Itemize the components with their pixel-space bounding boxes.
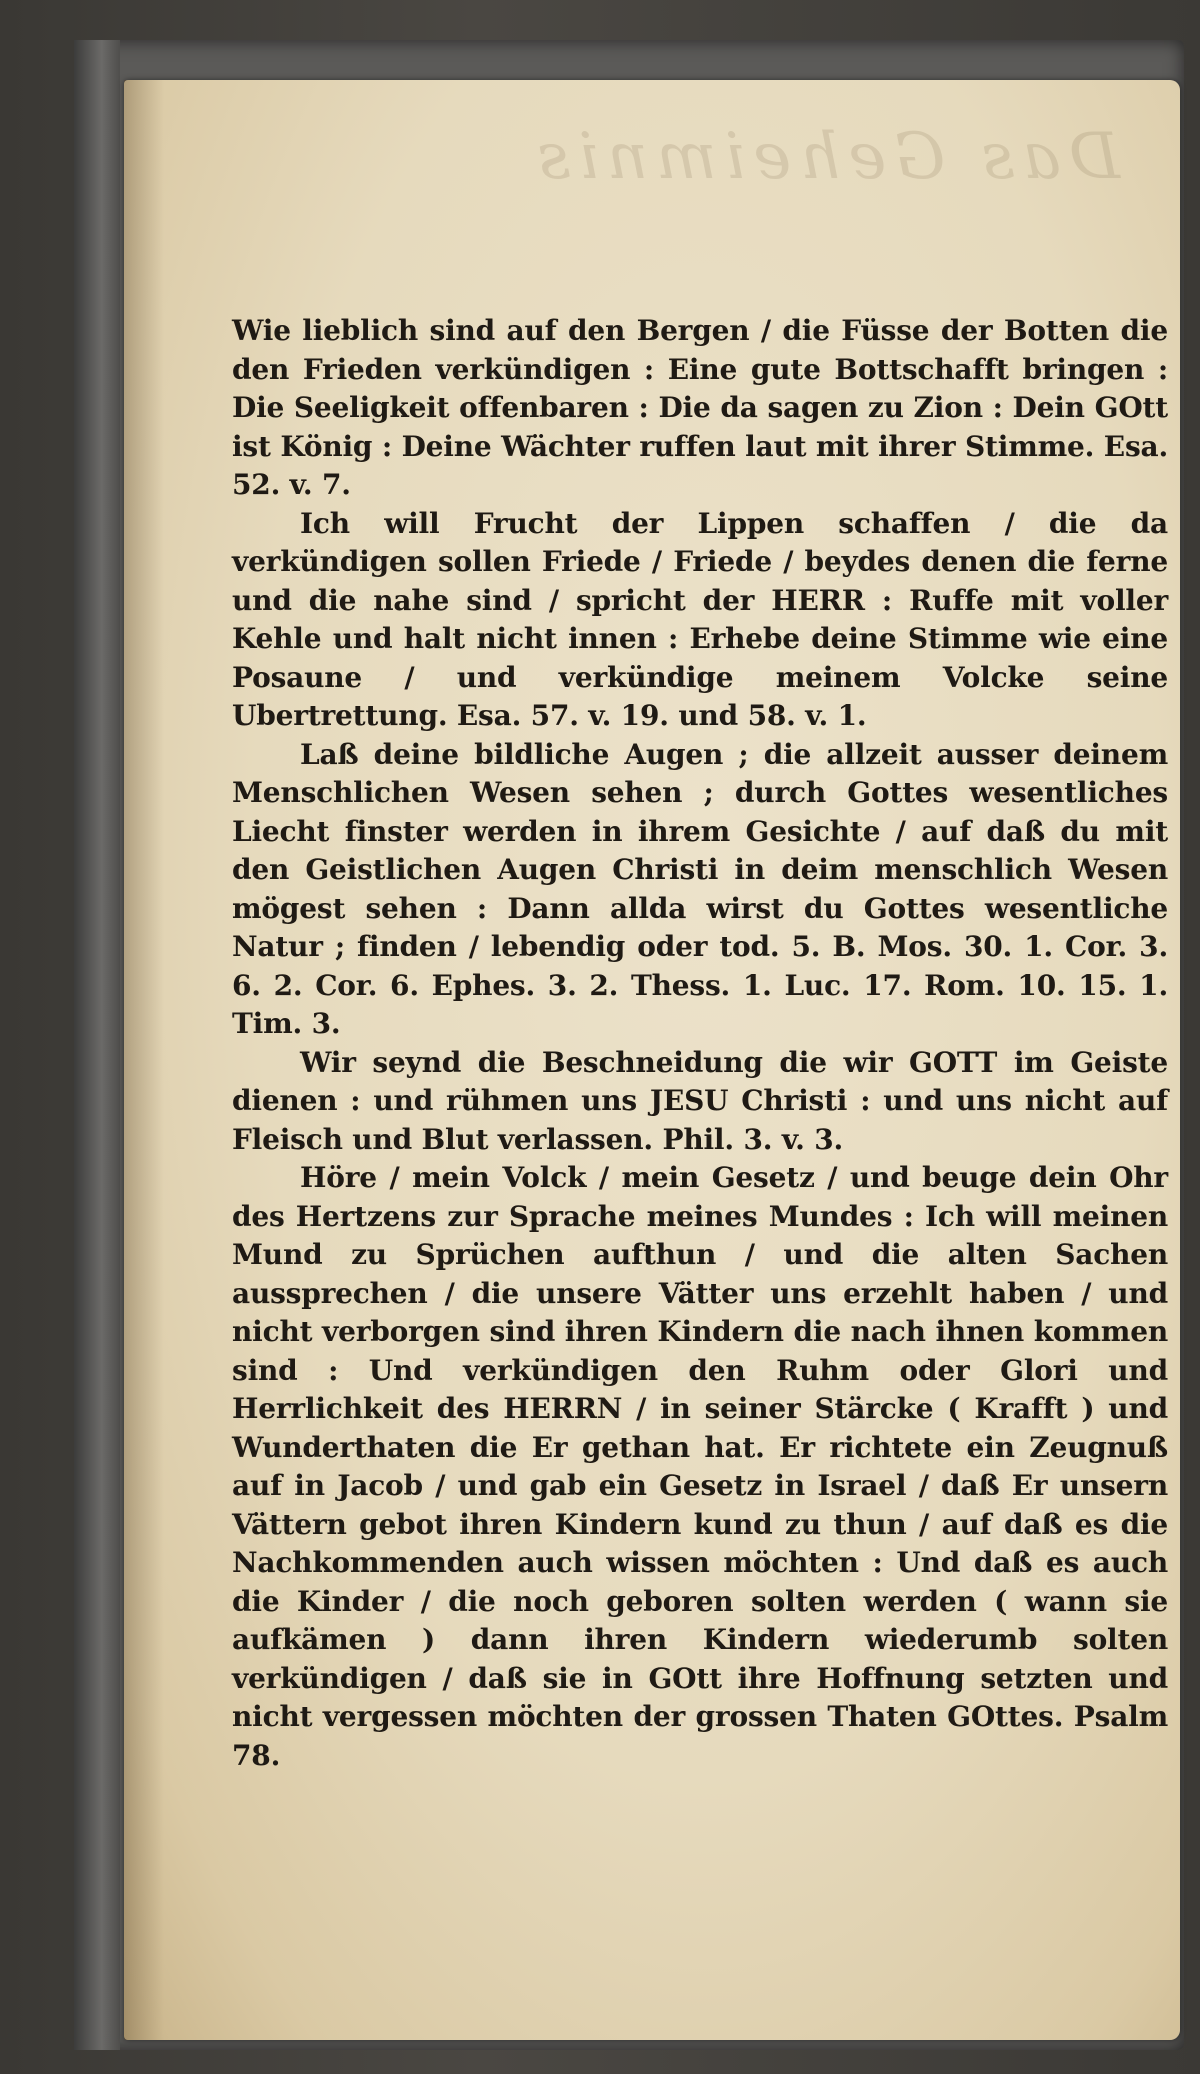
paragraph-5: Höre / mein Volck / mein Gesetz / und beuge dein Ohr des Hertzens zur Sprache meines Mundes : Ich will meinen Mund zu Sprüchen aufthun / und die alten Sachen aussprechen / die unsere Vätter uns erzehlt haben / und nicht verborgen sind ihren Kindern die nach ihnen kommen sind : Und verkündigen den Ruhm oder Glori und Herrlichkeit des HERRN / in seiner Stärcke ( Krafft ) und Wunderthaten die Er gethan hat. Er richtete ein Zeugnuß auf in Jacob / und gab ein Gesetz in Israel / daß Er unsern Vättern gebot ihren Kindern kund zu thun / auf daß es die Nachkommenden auch wissen möchten : Und daß es auch die Kinder / die noch geboren solten werden ( wann sie aufkämen ) dann ihren Kindern wiederumb solten verkündigen / daß sie in GOtt ihre Hoffnung setzten und nicht vergessen möchten der grossen Thaten GOttes. Psalm 78. — [232, 1161, 1168, 1772]
paragraph-2: Ich will Frucht der Lippen schaffen / die da verkündigen sollen Friede / Friede / beydes denen die ferne und die nahe sind / spricht der HERR : Ruffe mit voller Kehle und halt nicht innen : Erhebe deine Stimme wie eine Posaune / und verkündige meinem Volcke seine Ubertrettung. Esa. 57. v. 19. und 58. v. 1. — [232, 506, 1168, 732]
page-text-block — [232, 312, 1168, 1775]
paragraph-4: Wir seynd die Beschneidung die wir GOTT im Geiste dienen : und rühmen uns JESU Christi : und uns nicht auf Fleisch und Blut verlassen. Phil. 3. v. 3. — [232, 1045, 1168, 1156]
paragraph-1: Wie lieblich sind auf den Bergen / die Füsse der Botten die den Frieden verkündigen : Eine gute Bottschafft bringen : Die Seeligkeit offenbaren : Die da sagen zu Zion : Dein GOtt ist König : Deine Wächter ruffen laut mit ihrer Stimme. Esa. 52. v. 7. — [232, 314, 1168, 501]
paragraph-3: Laß deine bildliche Augen ; die allzeit ausser deinem Menschlichen Wesen sehen ; durch Gottes wesentliches Liecht finster werden in ihrem Gesichte / auf daß du mit den Geistlichen Augen Christi in deim menschlich Wesen mögest sehen : Dann allda wirst du Gottes wesentliche Natur ; finden / lebendig oder tod. 5. B. Mos. 30. 1. Cor. 3. 6. 2. Cor. 6. Ephes. 3. 2. Thess. 1. Luc. 17. Rom. 10. 15. 1. Tim. 3. — [232, 737, 1168, 1040]
cover-edge — [74, 40, 120, 2050]
spine-shadow — [124, 80, 164, 2040]
bleed-through-text: Das Geheimnis — [529, 120, 1120, 194]
